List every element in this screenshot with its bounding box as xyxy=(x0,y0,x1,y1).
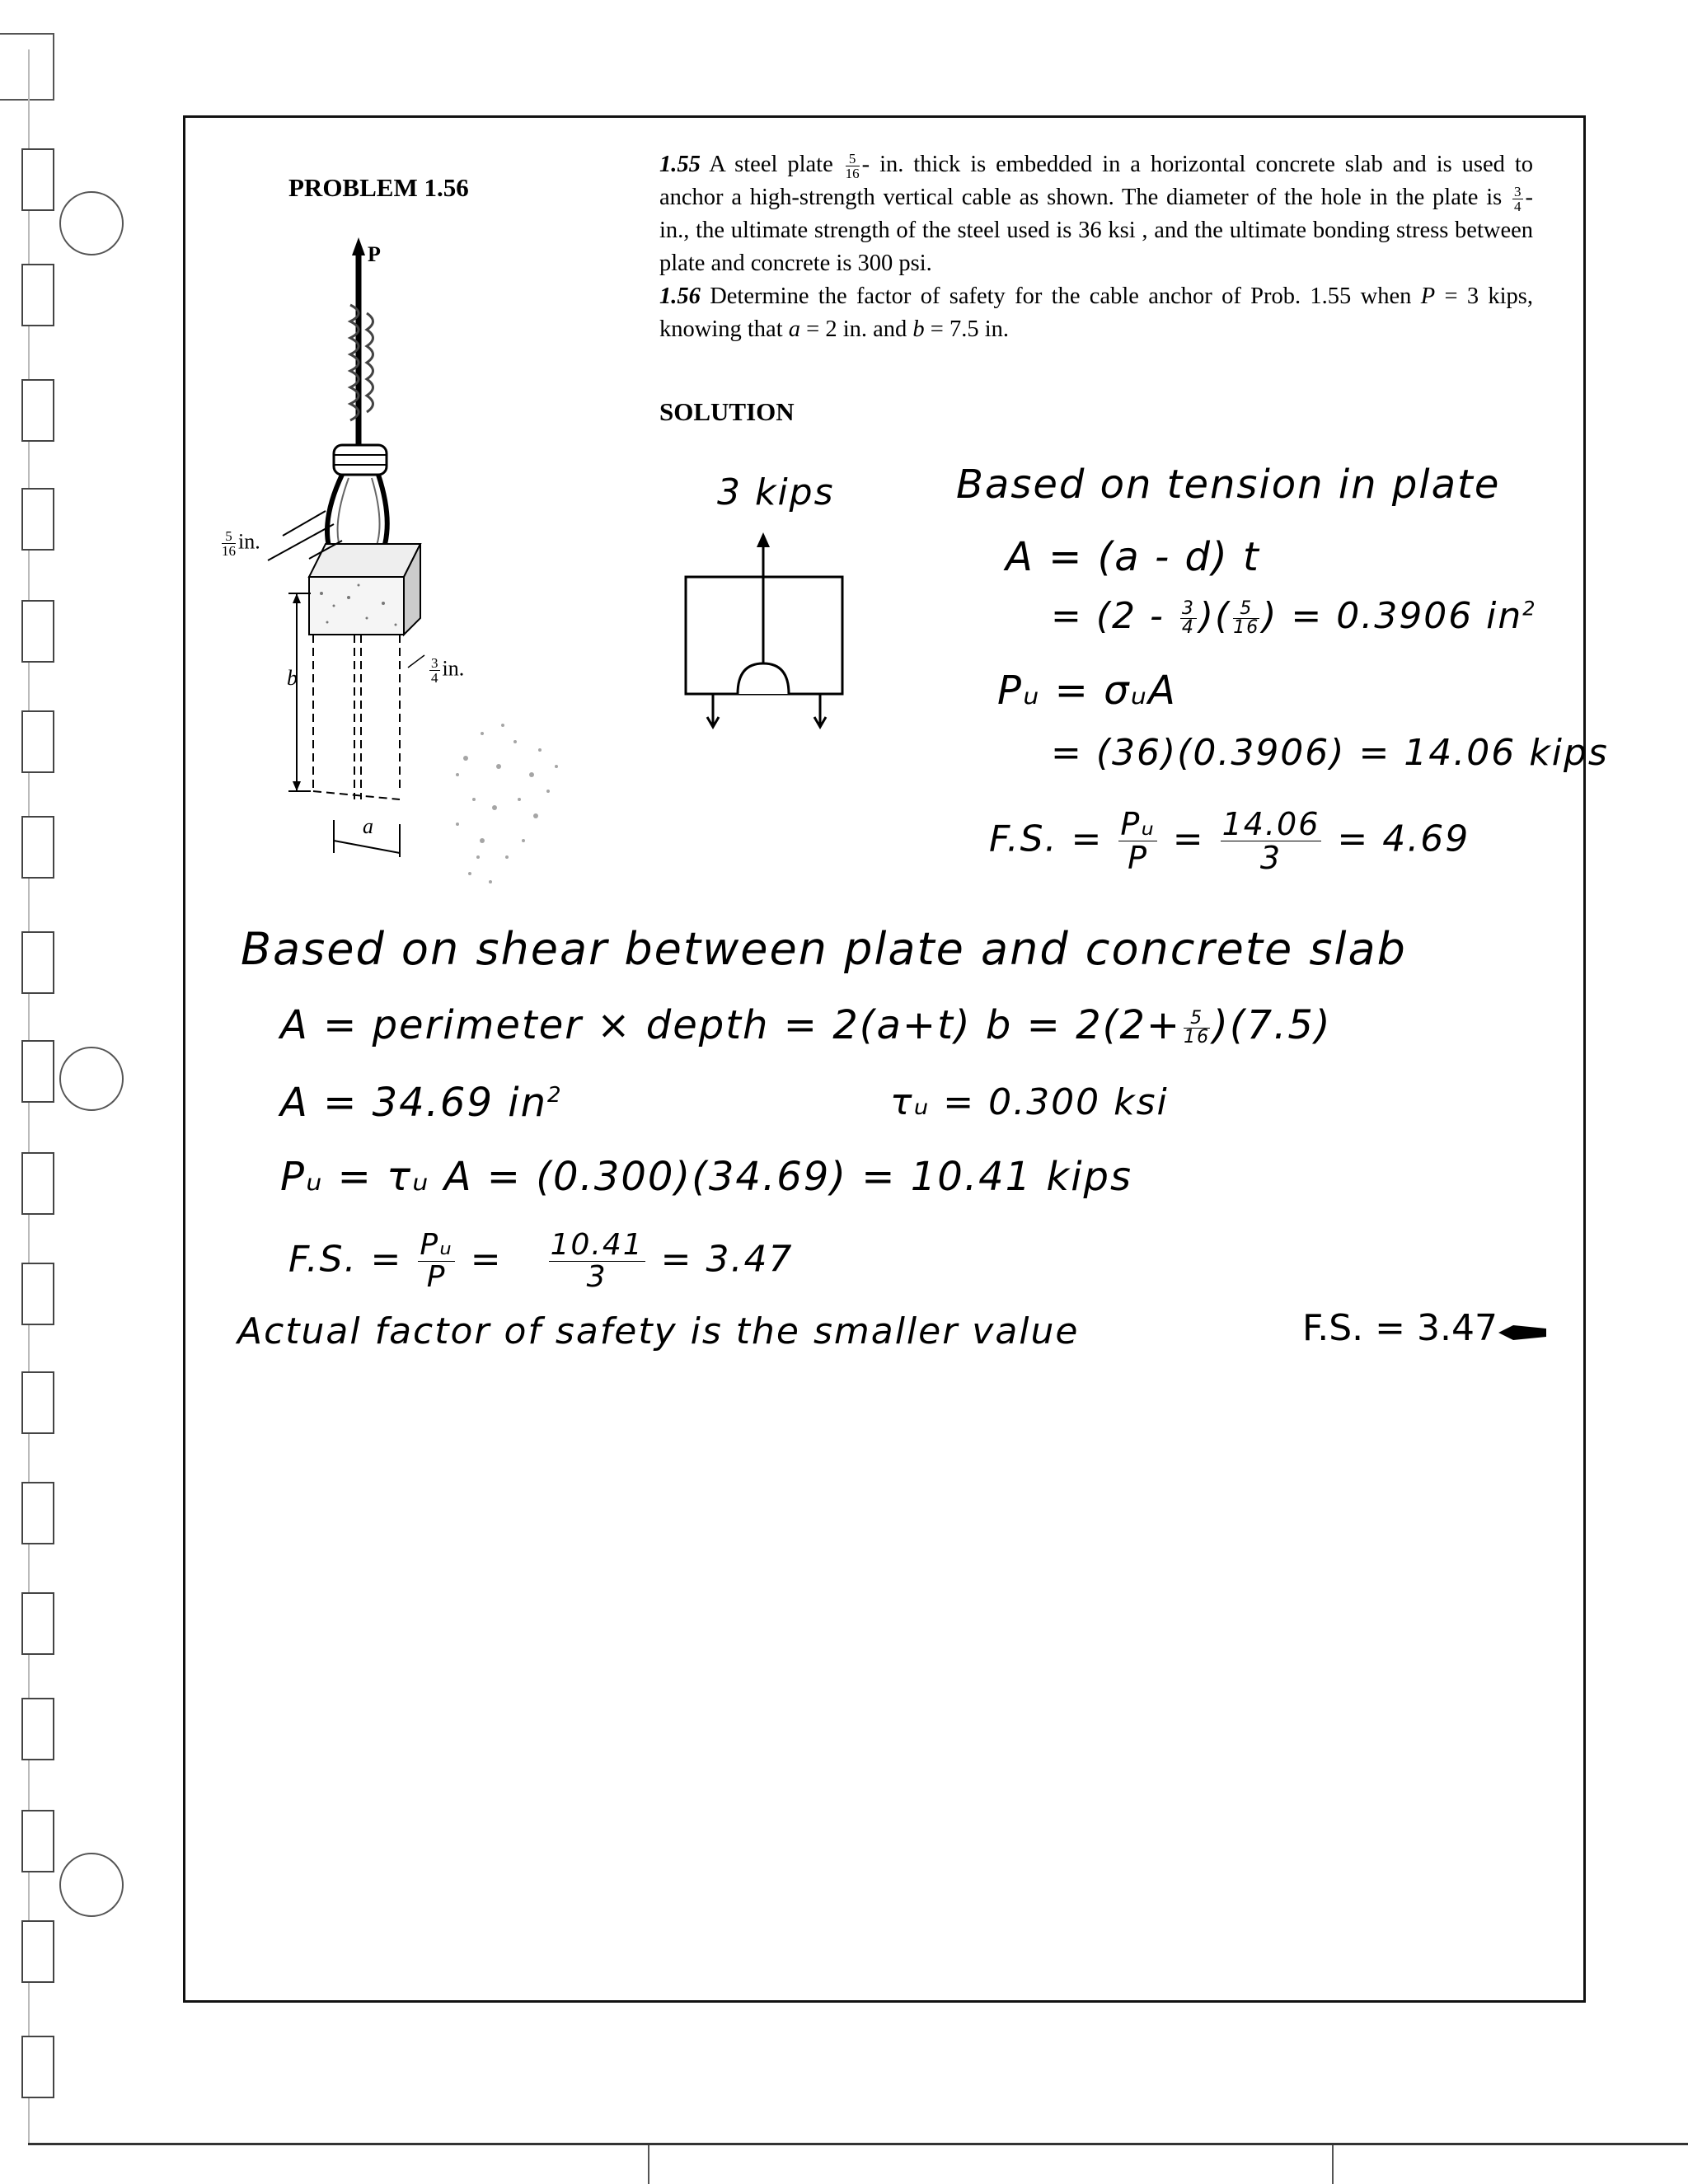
fraction-5-16: $\frac{5}{16}$ xyxy=(845,150,860,181)
tension-heading: Based on tension in plate xyxy=(956,462,1501,508)
binder-ring-hole xyxy=(59,191,124,255)
page-corner-tab xyxy=(0,33,54,101)
problem-number: 1.55 xyxy=(659,152,701,177)
shear-heading: Based on shear between plate and concrete slab xyxy=(241,923,1407,975)
binder-hole xyxy=(21,600,54,663)
binder-hole xyxy=(21,488,54,551)
solution-title: SOLUTION xyxy=(659,397,795,426)
binder-hole xyxy=(21,1698,54,1760)
shear-area-value: A = 34.69 $in^2$ xyxy=(280,1080,563,1126)
tension-factor-of-safety: F.S. = $\frac{\text{Pᵤ}}{P}$ = $\frac{14.06}{3}$ = 4.69 xyxy=(989,806,1470,876)
binder-hole xyxy=(21,1592,54,1655)
problem-number: 1.56 xyxy=(659,284,701,309)
shear-ultimate-load: Pᵤ = τᵤ A = (0.300)(34.69) = 10.41 kips xyxy=(280,1154,1133,1200)
binder-hole xyxy=(21,710,54,773)
binder-hole xyxy=(21,1152,54,1215)
binder-hole xyxy=(21,931,54,994)
binder-hole xyxy=(21,1040,54,1103)
dimension-b-label: b xyxy=(287,666,298,690)
binder-ring-hole xyxy=(59,1853,124,1917)
problem-1-56: 1.56 Determine the factor of safety for the cable anchor of Prob. 1.55 when P = 3 kips, knowing that a = 2 in. and b = 7.5 in. xyxy=(659,284,1534,342)
hole-diameter-label: $\frac{3}{4}$ in. xyxy=(431,655,465,686)
page-bottom-tick xyxy=(1332,2145,1334,2184)
binder-hole xyxy=(21,148,54,211)
bonding-stress-value: τᵤ = 0.300 ksi xyxy=(890,1081,1169,1123)
problem-statement xyxy=(659,148,1533,346)
fraction-3-4: $\frac{3}{4}$ xyxy=(1514,183,1522,214)
page-bottom-rule xyxy=(28,2143,1688,2145)
binder-hole xyxy=(21,264,54,326)
binder-hole xyxy=(21,2036,54,2098)
page-bottom-tick xyxy=(648,2145,649,2184)
shear-factor-of-safety: F.S. = $\frac{\text{Pᵤ}}{P}$ = $\frac{10.41}{3}$ = 3.47 xyxy=(288,1228,794,1294)
tension-area-formula: A = (a - d) t xyxy=(1006,534,1260,580)
answer-pointer-icon xyxy=(1498,1322,1548,1343)
anchor-figure xyxy=(210,231,589,907)
binder-hole xyxy=(21,1482,54,1544)
binder-hole xyxy=(21,379,54,442)
binder-hole xyxy=(21,1263,54,1325)
ultimate-load-formula: Pᵤ = σᵤA xyxy=(997,668,1177,714)
tension-area-value: = (2 - $\frac{3}{4}$ )( $\frac{5}{16}$ ) = 0.3906 $in^2$ xyxy=(1051,595,1537,638)
free-body-diagram xyxy=(676,527,857,742)
binder-hole xyxy=(21,1371,54,1434)
final-answer: F.S. = 3.47 xyxy=(1302,1307,1498,1349)
ultimate-load-value: = (36)(0.3906) = 14.06 kips xyxy=(1051,732,1609,774)
conclusion-text: Actual factor of safety is the smaller value xyxy=(237,1310,1080,1352)
thickness-label: $\frac{5}{16}$ in. xyxy=(222,528,260,559)
binder-hole xyxy=(21,1920,54,1983)
shear-area-formula: A = perimeter × depth = 2(a+t) b = 2(2+ $\frac{5}{16}$ )(7.5) xyxy=(280,1002,1332,1048)
force-p-label: P xyxy=(368,242,381,266)
binder-hole xyxy=(21,1810,54,1872)
problem-1-55: 1.55 A steel plate $\frac{5}{16}$ - in. thick is embedded in a horizontal concrete slab and is used to anchor a high-strength vertical cable as shown. The diameter of the hole in the plate is $\frac{3}{4}$ - in., the ultimate strength of the steel used is 36 ksi , and the ultimate bonding stress between plate and concrete is 300 psi. xyxy=(659,150,1533,276)
binder-ring-hole xyxy=(59,1047,124,1111)
dimension-a-label: a xyxy=(363,814,373,838)
problem-title: PROBLEM 1.56 xyxy=(288,173,469,202)
fbd-load-label: 3 kips xyxy=(717,471,835,513)
binder-hole xyxy=(21,816,54,879)
